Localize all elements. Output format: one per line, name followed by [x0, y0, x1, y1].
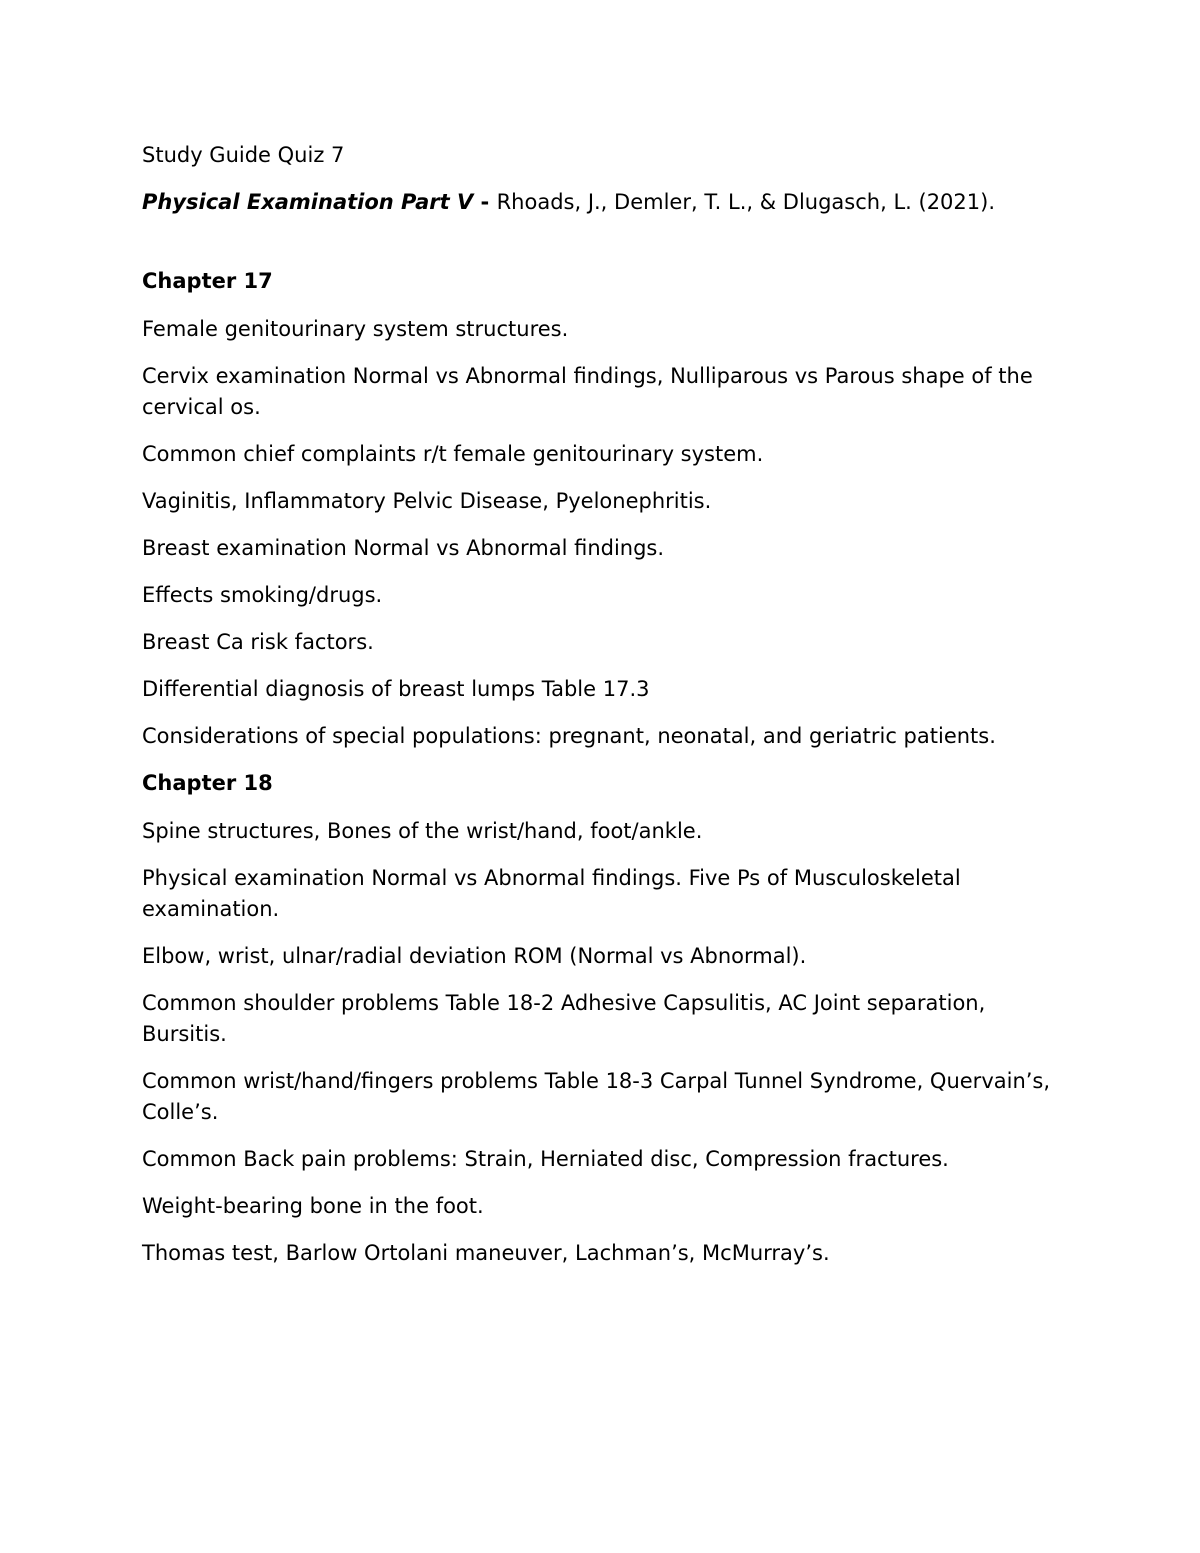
list-item: Common shoulder problems Table 18-2 Adhesive Capsulitis, AC Joint separation, Bursitis.	[142, 991, 986, 1046]
list-item: Differential diagnosis of breast lumps Table 17.3	[142, 677, 650, 701]
list-item: Breast Ca risk factors.	[142, 630, 374, 654]
chapter-heading: Chapter 17	[142, 269, 273, 293]
list-item: Female genitourinary system structures.	[142, 317, 569, 341]
list-item: Thomas test, Barlow Ortolani maneuver, Lachman’s, McMurray’s.	[142, 1241, 830, 1265]
list-item: Effects smoking/drugs.	[142, 583, 383, 607]
list-item: Considerations of special populations: pregnant, neonatal, and geriatric patients.	[142, 724, 996, 748]
list-item: Cervix examination Normal vs Abnormal findings, Nulliparous vs Parous shape of the cervical os.	[142, 364, 1033, 419]
list-item: Breast examination Normal vs Abnormal findings.	[142, 536, 665, 560]
list-item: Common chief complaints r/t female genitourinary system.	[142, 442, 764, 466]
list-item: Vaginitis, Inflammatory Pelvic Disease, Pyelonephritis.	[142, 489, 712, 513]
document-page	[142, 140, 1072, 1285]
list-item: Weight-bearing bone in the foot.	[142, 1194, 484, 1218]
citation-separator: -	[473, 190, 497, 214]
citation-authors: Rhoads, J., Demler, T. L., & Dlugasch, L. (2021).	[496, 190, 995, 214]
citation	[142, 187, 1072, 218]
section-chapter-18	[142, 768, 1072, 1269]
book-title: Physical Examination Part V	[142, 190, 474, 214]
document-title: Study Guide Quiz 7	[142, 143, 345, 167]
list-item: Spine structures, Bones of the wrist/hand, foot/ankle.	[142, 819, 703, 843]
list-item: Elbow, wrist, ulnar/radial deviation ROM (Normal vs Abnormal).	[142, 944, 807, 968]
section-chapter-17	[142, 266, 1072, 752]
list-item: Common Back pain problems: Strain, Herniated disc, Compression fractures.	[142, 1147, 949, 1171]
chapter-heading: Chapter 18	[142, 771, 273, 795]
list-item: Physical examination Normal vs Abnormal findings. Five Ps of Musculoskeletal examination.	[142, 866, 961, 921]
list-item: Common wrist/hand/fingers problems Table 18-3 Carpal Tunnel Syndrome, Quervain’s, Colle’s.	[142, 1069, 1051, 1124]
